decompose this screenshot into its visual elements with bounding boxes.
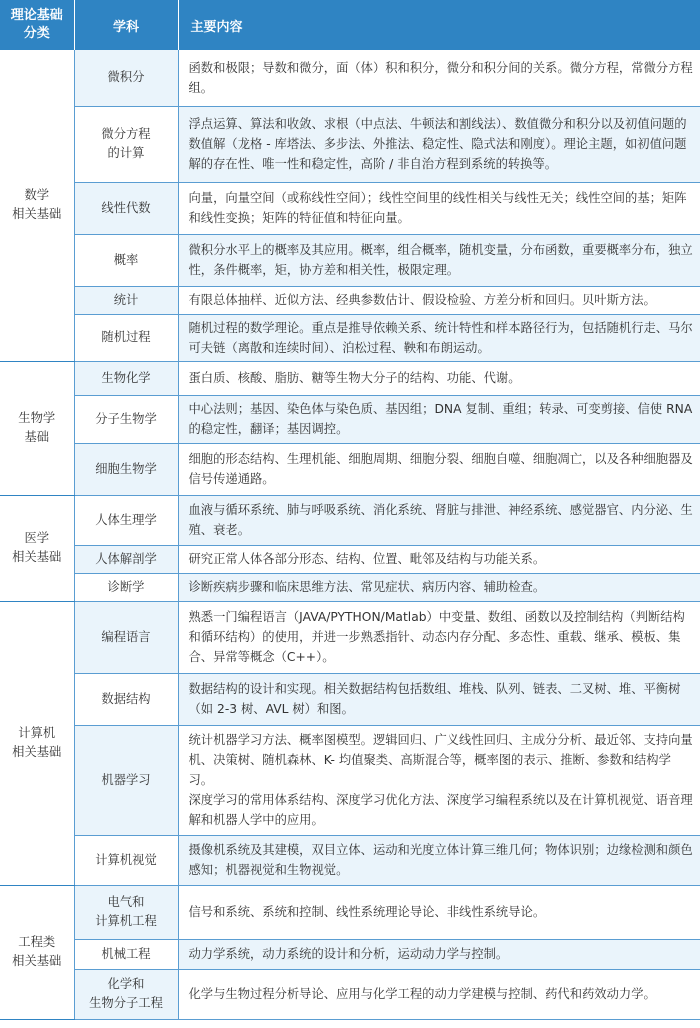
header-category-line2: 分类 bbox=[23, 26, 50, 41]
subject-line: 微分方程 bbox=[101, 127, 151, 141]
table-row bbox=[0, 361, 700, 395]
category-math bbox=[0, 50, 74, 361]
table-row bbox=[0, 234, 700, 286]
subject-line: 生物分子工程 bbox=[89, 996, 163, 1010]
header-content: 主要内容 bbox=[178, 0, 700, 50]
category-label: 生物学 bbox=[18, 411, 56, 425]
subject-cell: 编程语言 bbox=[74, 601, 178, 673]
table-row bbox=[0, 443, 700, 495]
subject-cell: 分子生物学 bbox=[74, 395, 178, 443]
subject-cell: 人体生理学 bbox=[74, 495, 178, 545]
table-row bbox=[0, 601, 700, 673]
table-row bbox=[0, 286, 700, 314]
category-bio bbox=[0, 361, 74, 495]
header-category-line1: 理论基础 bbox=[10, 8, 63, 23]
content-cell: 数据结构的设计和实现。相关数据结构包括数组、堆栈、队列、链表、二叉树、堆、平衡树（如 2-3 树、AVL 树）和图。 bbox=[178, 673, 700, 725]
content-cell: 向量，向量空间（或称线性空间）；线性空间里的线性相关与线性无关；线性空间的基；矩阵和线性变换；矩阵的特征值和特征向量。 bbox=[178, 182, 700, 234]
subject-cell: 随机过程 bbox=[74, 314, 178, 361]
subject-cell: 概率 bbox=[74, 234, 178, 286]
subject-cell: 人体解剖学 bbox=[74, 545, 178, 573]
category-label: 相关基础 bbox=[12, 745, 62, 759]
category-label: 医学 bbox=[24, 531, 50, 545]
category-med bbox=[0, 495, 74, 601]
category-label: 相关基础 bbox=[12, 207, 62, 222]
category-label: 计算机 bbox=[18, 726, 56, 740]
content-cell bbox=[178, 725, 700, 835]
subject-cell: 细胞生物学 bbox=[74, 443, 178, 495]
category-label: 数学 bbox=[24, 188, 50, 203]
subject-cell: 诊断学 bbox=[74, 573, 178, 601]
table-row bbox=[0, 885, 700, 939]
header-subject: 学科 bbox=[74, 0, 178, 50]
subject-cell bbox=[74, 969, 178, 1019]
content-cell: 浮点运算、算法和收敛、求根（中点法、牛顿法和割线法）、数值微分和积分以及初值问题的数值解（龙格 - 库塔法、多步法、外推法、稳定性、隐式法和刚度）。理论主题，如初值问题解的存在性、唯一性和稳定性，高阶 / 非自治方程到系统的转换等。 bbox=[178, 106, 700, 182]
category-label: 相关基础 bbox=[12, 550, 62, 564]
table-header-row bbox=[0, 0, 700, 50]
subject-line: 计算机工程 bbox=[95, 914, 157, 928]
table-row bbox=[0, 395, 700, 443]
header-category bbox=[0, 0, 74, 50]
category-label: 相关基础 bbox=[12, 954, 62, 968]
table-row bbox=[0, 725, 700, 835]
content-cell: 有限总体抽样、近似方法、经典参数估计、假设检验、方差分析和回归。贝叶斯方法。 bbox=[178, 286, 700, 314]
subject-cell bbox=[74, 885, 178, 939]
table-row bbox=[0, 835, 700, 885]
content-cell: 诊断疾病步骤和临床思维方法、常见症状、病历内容、辅助检查。 bbox=[178, 573, 700, 601]
category-eng bbox=[0, 885, 74, 1019]
subject-line: 电气和 bbox=[107, 895, 145, 909]
category-cs bbox=[0, 601, 74, 885]
subject-cell: 生物化学 bbox=[74, 361, 178, 395]
subject-cell: 机械工程 bbox=[74, 939, 178, 969]
subject-cell bbox=[74, 106, 178, 182]
subject-cell: 线性代数 bbox=[74, 182, 178, 234]
subject-cell: 微积分 bbox=[74, 50, 178, 106]
content-paragraph: 统计机器学习方法、概率图模型。逻辑回归、广义线性回归、主成分分析、最近邻、支持向量机、决策树、随机森林、K- 均值聚类、高斯混合等，概率图的表示、推断、参数和结构学习。 bbox=[188, 733, 693, 787]
content-cell: 研究正常人体各部分形态、结构、位置、毗邻及结构与功能关系。 bbox=[178, 545, 700, 573]
category-label: 基础 bbox=[24, 430, 50, 444]
category-label: 工程类 bbox=[18, 935, 56, 949]
content-cell: 细胞的形态结构、生理机能、细胞周期、细胞分裂、细胞自噬、细胞凋亡，以及各种细胞器及信号传递通路。 bbox=[178, 443, 700, 495]
content-cell: 随机过程的数学理论。重点是推导依赖关系、统计特性和样本路径行为，包括随机行走、马尔可夫链（离散和连续时间）、泊松过程、鞅和布朗运动。 bbox=[178, 314, 700, 361]
subject-cell: 数据结构 bbox=[74, 673, 178, 725]
table-row bbox=[0, 182, 700, 234]
content-cell: 函数和极限；导数和微分，面（体）积和积分，微分和积分间的关系。微分方程，常微分方程组。 bbox=[178, 50, 700, 106]
content-cell: 微积分水平上的概率及其应用。概率，组合概率，随机变量，分布函数，重要概率分布，独立性，条件概率，矩，协方差和相关性，极限定理。 bbox=[178, 234, 700, 286]
subject-line: 化学和 bbox=[107, 977, 145, 991]
table-row bbox=[0, 106, 700, 182]
content-cell: 摄像机系统及其建模，双目立体、运动和光度立体计算三维几何；物体识别；边缘检测和颜色感知；机器视觉和生物视觉。 bbox=[178, 835, 700, 885]
content-cell: 中心法则；基因、染色体与染色质、基因组；DNA 复制、重组；转录、可变剪接、信使 RNA 的稳定性，翻译；基因调控。 bbox=[178, 395, 700, 443]
table-row bbox=[0, 573, 700, 601]
content-paragraph: 深度学习的常用体系结构、深度学习优化方法、深度学习编程系统以及在计算机视觉、语音理解和机器人学中的应用。 bbox=[188, 793, 693, 827]
content-cell: 蛋白质、核酸、脂肪、糖等生物大分子的结构、功能、代谢。 bbox=[178, 361, 700, 395]
content-cell: 熟悉一门编程语言（JAVA/PYTHON/Matlab）中变量、数组、函数以及控制结构（判断结构和循环结构）的使用，并进一步熟悉指针、动态内存分配、多态性、重载、继承、模板、集合、异常等概念（C++）。 bbox=[178, 601, 700, 673]
table-row bbox=[0, 673, 700, 725]
subject-cell: 计算机视觉 bbox=[74, 835, 178, 885]
content-cell: 动力学系统，动力系统的设计和分析，运动动力学与控制。 bbox=[178, 939, 700, 969]
table-row bbox=[0, 495, 700, 545]
table-row bbox=[0, 939, 700, 969]
table-row bbox=[0, 969, 700, 1019]
table-row bbox=[0, 314, 700, 361]
subject-cell: 统计 bbox=[74, 286, 178, 314]
table-row bbox=[0, 545, 700, 573]
content-cell: 化学与生物过程分析导论、应用与化学工程的动力学建模与控制、药代和药效动力学。 bbox=[178, 969, 700, 1019]
content-cell: 血液与循环系统、肺与呼吸系统、消化系统、肾脏与排泄、神经系统、感觉器官、内分泌、生殖、衰老。 bbox=[178, 495, 700, 545]
subject-cell: 机器学习 bbox=[74, 725, 178, 835]
content-cell: 信号和系统、系统和控制、线性系统理论导论、非线性系统导论。 bbox=[178, 885, 700, 939]
subject-line: 的计算 bbox=[107, 146, 145, 160]
table-row bbox=[0, 50, 700, 106]
